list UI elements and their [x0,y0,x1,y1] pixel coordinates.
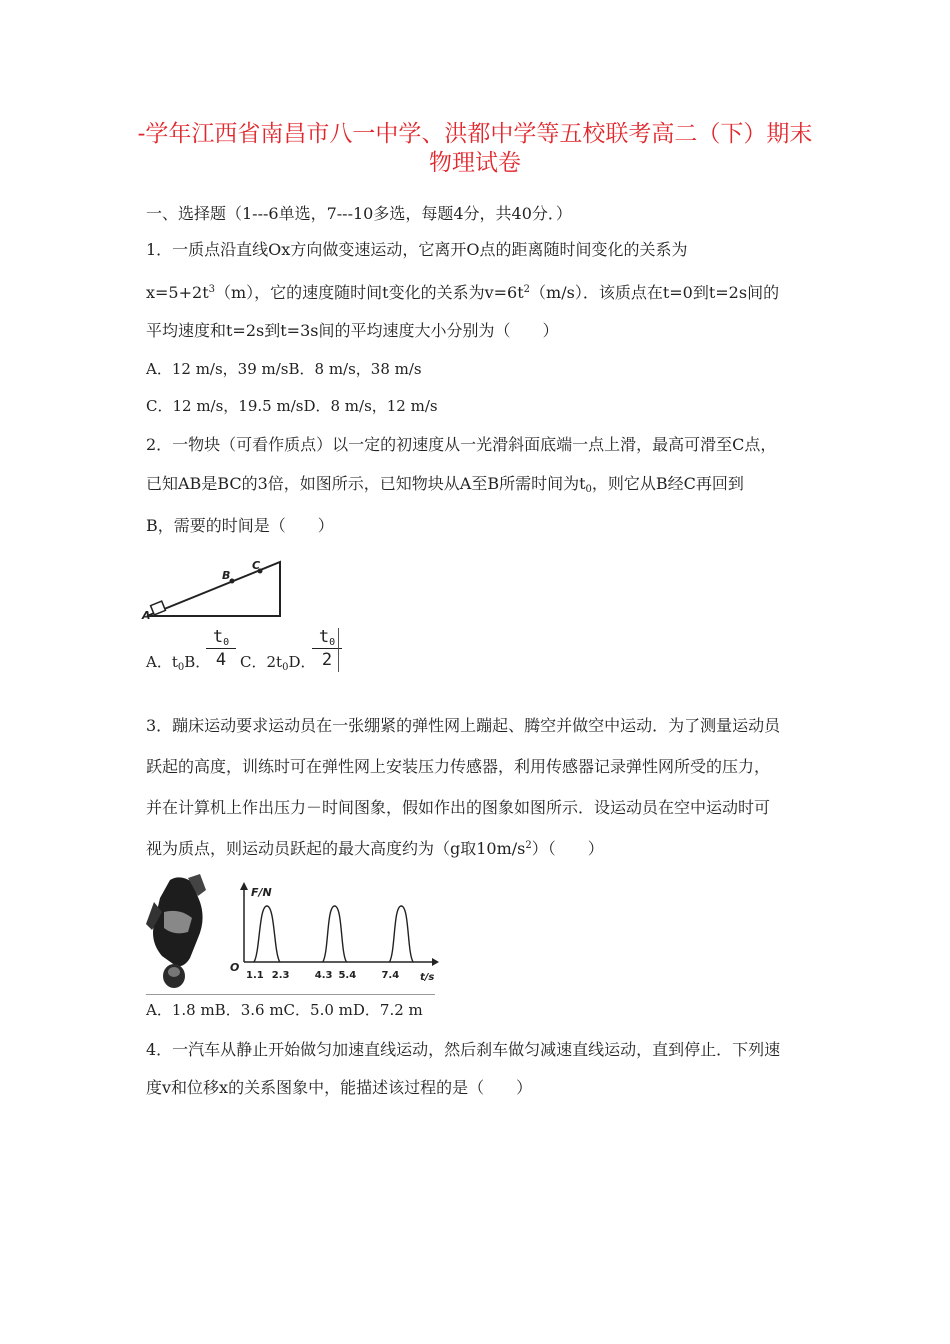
origin-label: O [230,961,240,974]
point-label-b: B [222,569,231,582]
q2-option-b-fraction: $t_0$ 4 [206,626,236,671]
q3-stem-line-2: 跃起的高度，训练时可在弹性网上安装压力传感器，利用传感器记录弹性网所受的压力， [146,757,771,776]
q4-stem-line-2: 度v和位移x的关系图象中，能描述该过程的是（ ） [146,1078,533,1097]
q2-option-c-d: C．$2t_0D$． [240,653,316,673]
q3-stem-line-1: 3．蹦床运动要求运动员在一张绷紧的弹性网上蹦起、腾空并做空中运动．为了测量运动员 [146,716,781,735]
force-pulse [254,906,280,962]
q4-stem-line-1: 4．一汽车从静止开始做匀加速直线运动，然后刹车做匀减速直线运动，直到停止．下列速 [146,1040,781,1059]
force-pulse [389,906,413,962]
q2-option-d-fraction: $t_0$ 2 [312,626,342,671]
q3-options: A．1.8 mB．3.6 mC．5.0 mD．7.2 m [146,1001,423,1019]
y-axis-label: F/N [251,886,272,899]
fraction-edge-line [338,628,339,672]
q1-stem-line-3: 平均速度和t=2s到t=3s间的平均速度大小分别为（ ） [146,321,559,340]
q2-option-a: A．$t_0B$． [146,653,211,673]
q1-stem-line-2: $x=5+2t^3(m)$，它的速度随时间t变化的关系为$v=6t^2(m/s)$．该质点在t=0到t=2s间的 [146,283,780,302]
q2-stem-line-1: 2．一物块（可看作质点）以一定的初速度从一光滑斜面底端一点上滑，最高可滑至C点， [146,435,777,454]
figure-bottom-rule [146,994,435,995]
x-tick-label: 4.3 [314,970,333,981]
q1-stem-line-1: 1．一质点沿直线Ox方向做变速运动，它离开O点的距离随时间变化的关系为 [146,240,688,259]
exam-title-line-2: 物理试卷 [429,150,521,176]
x-tick-label: 7.4 [381,970,400,981]
q1-options-c-d: C．12 m/s，19.5 m/sD．8 m/s，12 m/s [146,397,438,415]
q3-stem-line-3: 并在计算机上作出压力－时间图象，假如作出的图象如图所示．设运动员在空中运动时可 [146,798,771,817]
q2-stem-line-2: 已知AB是BC的3倍，如图所示，已知物块从A至B所需时间为$t_0$，则它从B经C再回到 [146,474,744,495]
x-tick-label: 2.3 [271,970,290,981]
exam-title-line-1: -学年江西省南昌市八一中学、洪都中学等五校联考高二（下）期末 [137,121,813,147]
point-label-c: C [252,559,261,572]
force-pulse [323,906,347,962]
q3-stem-line-4: 视为质点，则运动员跃起的最大高度约为（g取$10m/s^2$）（ ） [146,839,604,858]
trampoline-athlete-image [140,872,220,996]
x-tick-label: 5.4 [338,970,357,981]
section-heading: 一、选择题（1---6单选，7---10多选，每题4分，共40分．） [146,204,572,223]
q1-options-a-b: A．12 m/s，39 m/sB．8 m/s，38 m/s [146,360,422,378]
x-axis-label: t/s [420,972,435,983]
q2-stem-line-3: B，需要的时间是（ ） [146,516,334,535]
x-tick-label: 1.1 [246,970,264,981]
force-time-chart [224,882,439,984]
point-label-a: A [142,609,151,622]
incline-figure [140,552,290,624]
